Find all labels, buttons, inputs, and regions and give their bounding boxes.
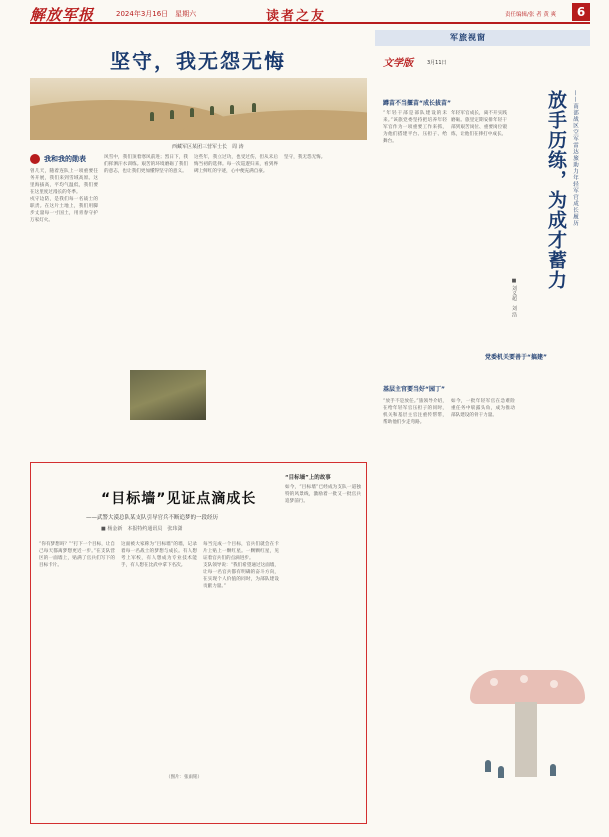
illustration-cap — [470, 670, 585, 704]
medal-icon — [30, 154, 40, 164]
hero-photo — [30, 78, 367, 140]
article-column — [521, 366, 585, 658]
article-column — [451, 398, 515, 658]
paragraph: 这些年，我立过功，也受过伤，但从未后悔当初的选择。每一次巡逻归来，看到界碑上鲜红的字迹，心中便充满自豪。 — [194, 155, 278, 174]
highlighted-article — [30, 462, 367, 824]
top-article-headline: 坚守，我无怨无悔 — [110, 49, 286, 73]
vertical-byline: ■ 刘义超 刘 浩 — [511, 278, 517, 318]
article-column — [104, 154, 188, 364]
section-heading — [30, 154, 98, 164]
right-section — [375, 30, 590, 824]
paragraph: 每当完成一个目标，官兵们就会在卡片上贴上一颗红星。一颗颗红星，见证着官兵们的点滴进步。 — [203, 542, 279, 561]
highlighted-article-byline: ■ 杨金新 本报特约通讯员 张玮潇 — [101, 526, 183, 532]
right-subheading: 基层主官要当好“园丁” — [383, 386, 445, 393]
paragraph: 支队领导说：“我们希望通过这面墙，让每一名官兵都有明确的奋斗方向，在实现个人价值的同时，为部队建设贡献力量。” — [203, 563, 279, 589]
issue-date: 2024年3月16日 星期六 — [116, 10, 197, 18]
paragraph: 如今，“目标墙”已经成为支队一道独特的风景线，激励着一批又一批官兵追梦前行。 — [285, 485, 361, 504]
article-column — [285, 471, 361, 817]
paragraph: 戍守边防，是我们每一名战士的职责。在这片土地上，我们用脚步丈量每一寸国土，用青春守护万家灯火。 — [30, 197, 98, 223]
right-subheading: 党委机关要善于“搞建” — [485, 354, 547, 361]
mushroom-illustration — [470, 670, 585, 790]
paragraph: “年轻干部是部队建设的未来。”该旅党委坚持把培养年轻军官作为一项重要工作来抓，为他们搭建平台、压担子、给舞台。 — [383, 111, 447, 144]
article-column — [203, 541, 279, 817]
section-heading-label: 我和我的勋表 — [44, 154, 86, 163]
section-title: 读者之友 — [266, 9, 327, 24]
paragraph: 年轻军官成长，离不开实践磨砺。旅里定期安排年轻干部到艰苦岗位、重要岗位锻炼，让他们在摔打中成长。 — [451, 111, 507, 137]
right-subheading: 蹲苗不当揠苗“成长拔苗” — [383, 100, 451, 107]
article-column — [383, 110, 447, 380]
article-column — [383, 398, 447, 808]
inner-subheading: “目标墙”上的故事 — [285, 475, 331, 481]
hero-photo-caption: 西藏军区某团三营军士长 周 涛 — [172, 144, 244, 150]
article-column — [30, 154, 98, 454]
top-article — [30, 30, 367, 455]
article-column — [39, 541, 115, 817]
masthead — [30, 4, 590, 24]
illustration-stem — [515, 702, 537, 777]
column-logo: 文学版 — [383, 58, 413, 69]
illustration-caption: （图片：张雨铭） — [166, 775, 202, 780]
paragraph: “你有梦想吗？”“打下一个目标，让自己每天都离梦想更近一步。”在支队营区的一面墙上，贴满了官兵们写下的目标卡片。 — [39, 542, 115, 568]
highlighted-article-headline: “目标墙”见证点滴成长 — [101, 491, 257, 507]
highlighted-article-subline: ——武警大漠总队某支队引导官兵不断追梦的一段经历 — [86, 515, 219, 521]
article-column — [451, 110, 507, 380]
section-tag — [375, 30, 590, 46]
paragraph: 这面被大家称为“目标墙”的墙，记录着每一名战士的梦想与成长。有人想考上军校，有人想成为专业技术能手，有人想在比武中拿下名次。 — [121, 542, 197, 568]
paragraph: “放手不是放任。”旅领导介绍，在给年轻军官压担子的同时，机关和基层主官注重传帮带，帮助他们少走弯路。 — [383, 399, 447, 425]
article-column — [284, 154, 367, 454]
editor-credits: 责任编辑/张 者 黄 爽 — [505, 12, 557, 18]
newspaper-logo: 解放军报 — [30, 6, 95, 24]
page-number: 6 — [572, 3, 590, 21]
paragraph: 如今，一批年轻军官在急难险重任务中崭露头角，成为推动部队建设的骨干力量。 — [451, 399, 515, 418]
section-tag-label: 军旅视窗 — [450, 33, 486, 42]
paragraph: 曾几天，随着连队上一项重要任务开展，我们来到雪域高原。这里海拔高，平均气温低，我们要在这里度过漫长的冬季。 — [30, 169, 98, 195]
article-column — [194, 154, 278, 454]
paragraph: 坚守，我无怨无悔。 — [284, 155, 326, 160]
column-date: 3月11日 — [427, 60, 447, 66]
paragraph: 风雪中，我们顶着寒风前进；烈日下，我们挥洒汗水训练。艰苦的环境磨砺了我们的意志，也让我们更加懂得坚守的意义。 — [104, 155, 188, 174]
vertical-headline: 放手历练，为成才蓄力 — [545, 90, 567, 290]
vertical-subheadline: ——南部战区空军雷达旅助力年轻军官成长履历 — [572, 90, 578, 227]
